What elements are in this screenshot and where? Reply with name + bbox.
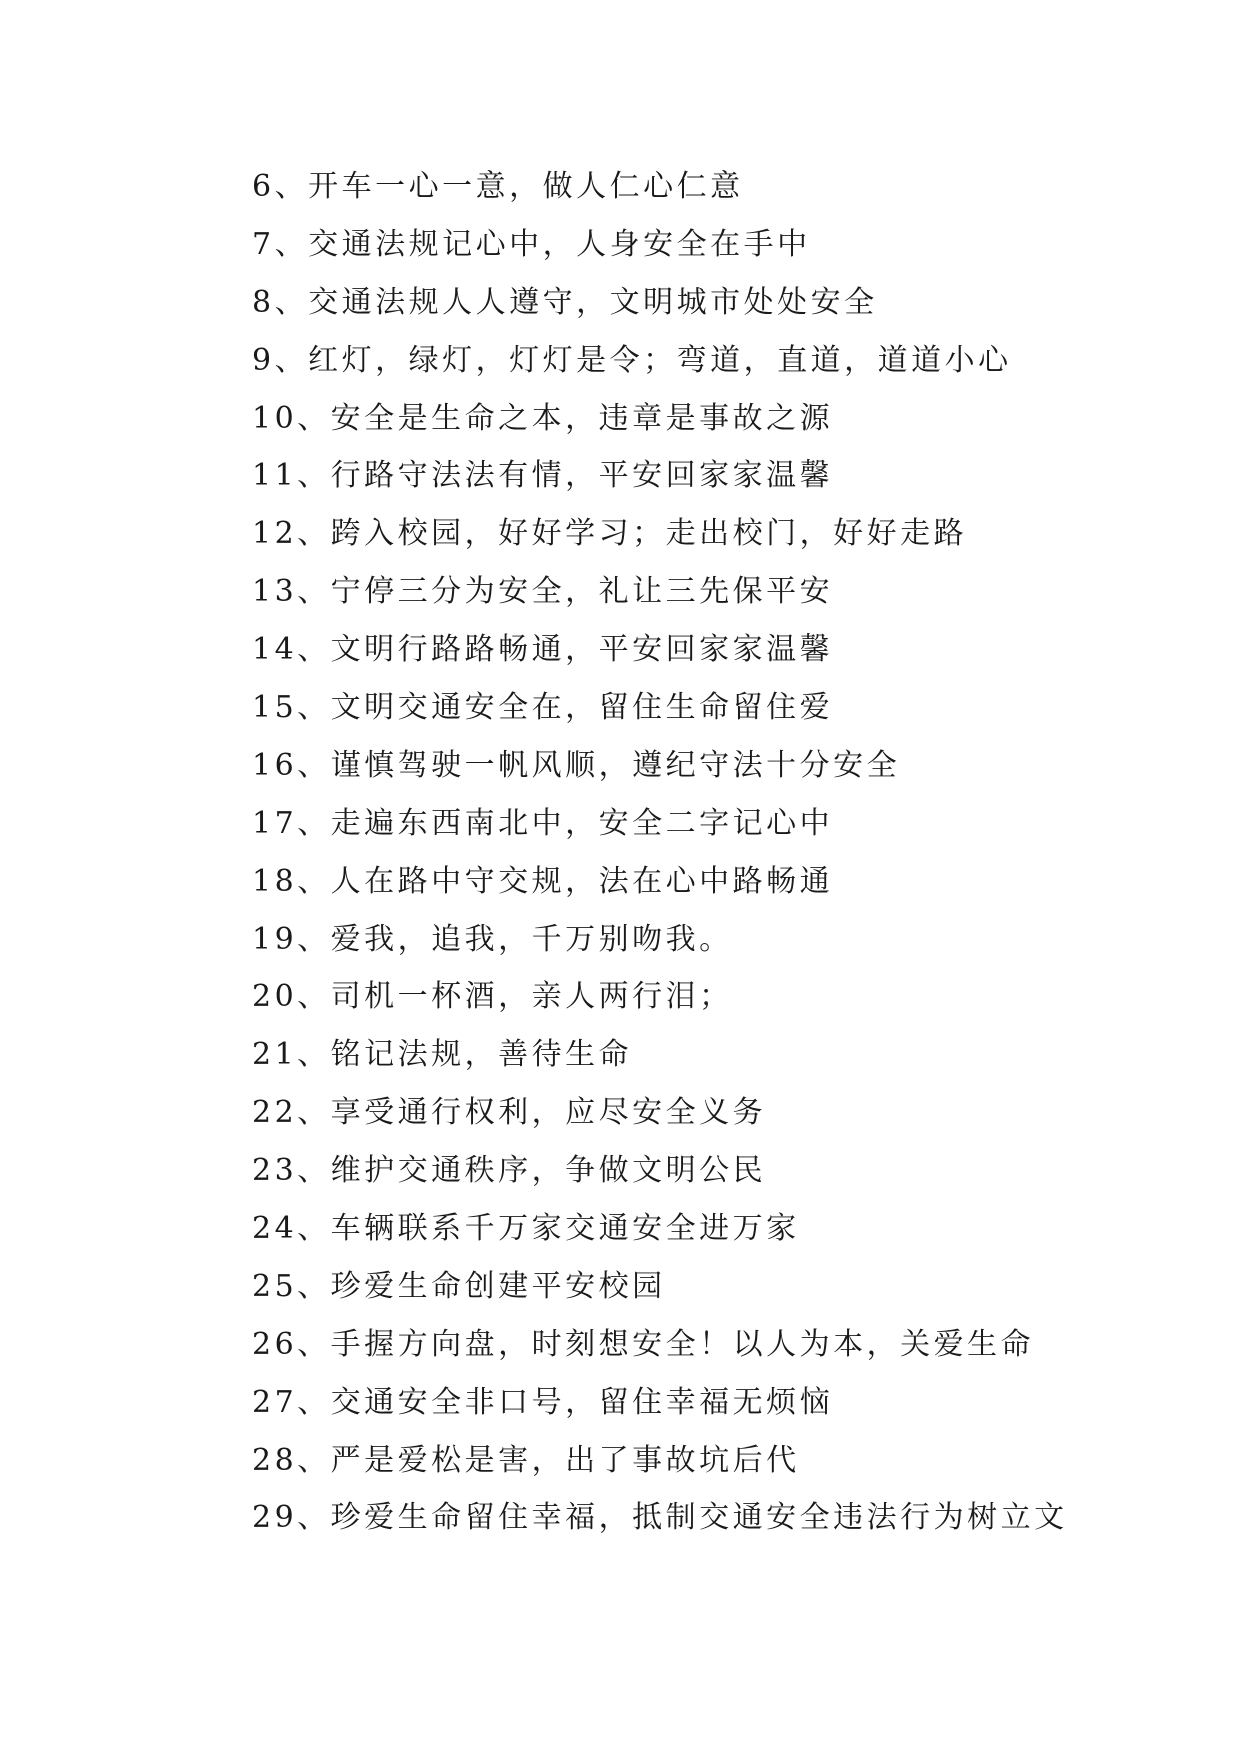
list-item: 16、谨慎驾驶一帆风顺，遵纪守法十分安全: [252, 747, 901, 783]
list-item: 9、红灯，绿灯，灯灯是令；弯道，直道，道道小心: [252, 342, 1012, 378]
list-item: 19、爱我，追我，千万别吻我。: [252, 921, 733, 957]
list-item: 7、交通法规记心中，人身安全在手中: [252, 226, 811, 262]
list-item: 25、珍爱生命创建平安校园: [252, 1268, 666, 1304]
list-item: 12、跨入校园，好好学习；走出校门，好好走路: [252, 516, 968, 552]
list-item: 22、享受通行权利，应尽安全义务: [252, 1095, 767, 1131]
list-item: 15、文明交通安全在，留住生命留住爱: [252, 690, 834, 726]
list-item: 21、铭记法规，善待生命: [252, 1037, 633, 1073]
list-item: 29、珍爱生命留住幸福，抵制交通安全违法行为树立文: [252, 1500, 1068, 1536]
list-item: 23、维护交通秩序，争做文明公民: [252, 1153, 767, 1189]
list-item: 20、司机一杯酒，亲人两行泪；: [252, 979, 733, 1015]
list-item: 26、手握方向盘，时刻想安全！以人为本，关爱生命: [252, 1326, 1035, 1362]
list-item: 10、安全是生命之本，违章是事故之源: [252, 400, 834, 436]
list-item: 24、车辆联系千万家交通安全进万家: [252, 1211, 800, 1247]
list-item: 6、开车一心一意，做人仁心仁意: [252, 169, 744, 204]
list-item: 11、行路守法法有情，平安回家家温馨: [252, 458, 834, 494]
slogan-list: [252, 158, 1152, 1547]
list-item: 13、宁停三分为安全，礼让三先保平安: [252, 574, 834, 610]
list-item: 27、交通安全非口号，留住幸福无烦恼: [252, 1384, 834, 1420]
list-item: 8、交通法规人人遵守，文明城市处处安全: [252, 284, 878, 320]
list-item: 17、走遍东西南北中，安全二字记心中: [252, 805, 834, 841]
list-item: 28、严是爱松是害，出了事故坑后代: [252, 1442, 800, 1478]
list-item: 18、人在路中守交规，法在心中路畅通: [252, 863, 834, 899]
list-item: 14、文明行路路畅通，平安回家家温馨: [252, 632, 834, 668]
